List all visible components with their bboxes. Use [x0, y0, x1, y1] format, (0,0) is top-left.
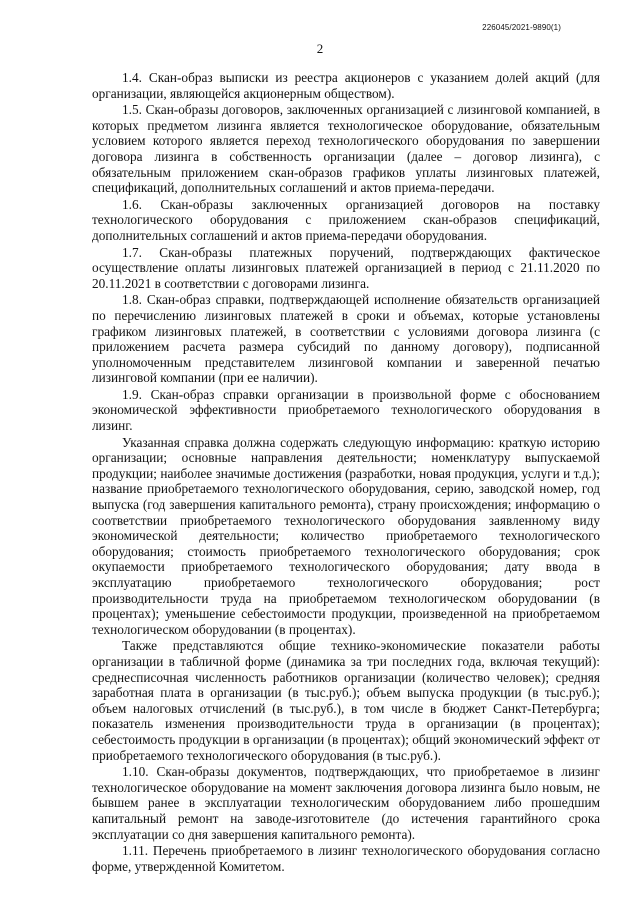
document-body	[92, 70, 600, 875]
paragraph-1-7: 1.7. Скан-образы платежных поручений, подтверждающих фактическое осуществление оплаты лизинговых платежей организацией в период с 21.11.2020 по 20.11.2021 в соответствии с договорами лизинга.	[92, 244, 600, 291]
paragraph-1-5: 1.5. Скан-образы договоров, заключенных организацией с лизинговой компанией, в которых предметом лизинга является технологическое оборудование, обязательным условием которого является переход технологического оборудования по завершении договора лизинга в собственность организации (далее – договор лизинга), с обязательным приложением скан-образов графиков уплаты лизинговых платежей, спецификаций, дополнительных соглашений и актов приема-передачи.	[92, 102, 600, 196]
paragraph-1-4: 1.4. Скан-образ выписки из реестра акционеров с указанием долей акций (для организации, являющейся акционерным обществом).	[92, 70, 600, 101]
paragraph-economic-indicators: Также представляются общие технико-экономические показатели работы организации в табличной форме (динамика за три последних года, включая текущий): среднесписочная численность работников организации (количество человек); средняя заработная плата в организации (в тыс.руб.); объем выпуска продукции (в тыс.руб.); объем налоговых отчислений (в тыс.руб.), в том числе в бюджет Санкт-Петербурга; показатель изменения производительности труда в организации (в процентах); себестоимость продукции в организации (в процентах); общий экономический эффект от приобретаемого технологического оборудования (в тыс.руб.).	[92, 638, 600, 763]
paragraph-1-11: 1.11. Перечень приобретаемого в лизинг технологического оборудования согласно форме, утвержденной Комитетом.	[92, 843, 600, 874]
paragraph-certificate-content: Указанная справка должна содержать следующую информацию: краткую историю организации; основные направления деятельности; номенклатуру выпускаемой продукции; наиболее значимые достижения (разработки, новая продукция, услуги и т.д.); название приобретаемого технологического оборудования, серию, заводской номер, год выпуска (год завершения капитального ремонта), страну происхождения; информацию о соответствии приобретаемого технологического оборудования заявленному виду экономической деятельности; количество приобретаемого технологического оборудования; стоимость приобретаемого технологического оборудования; срок окупаемости приобретаемого технологического оборудования; дату ввода в эксплуатацию приобретаемого технологического оборудования; рост производительности труда на приобретаемом технологическом оборудовании (в процентах); уменьшение себестоимости продукции, произведенной на приобретаемом технологическом оборудовании (в процентах).	[92, 434, 600, 637]
document-number: 226045/2021-9890(1)	[482, 23, 561, 32]
paragraph-1-10: 1.10. Скан-образы документов, подтверждающих, что приобретаемое в лизинг технологическое оборудование на момент заключения договора лизинга было новым, не бывшем ранее в эксплуатации технологическим оборудованием либо прошедшим капитальный ремонт на заводе-изготовителе (до истечения гарантийного срока эксплуатации со дня завершения капитального ремонта).	[92, 764, 600, 842]
paragraph-1-8: 1.8. Скан-образ справки, подтверждающей исполнение обязательств организацией по перечислению лизинговых платежей в сроки и объемах, которые установлены графиком лизинговых платежей, в соответствии с условиями договора лизинга (с приложением расчета размера субсидий по данному договору), подписанной уполномоченным представителем лизинговой компании и заверенной печатью лизинговой компании (при ее наличии).	[92, 292, 600, 386]
page-number: 2	[316, 41, 324, 56]
paragraph-1-6: 1.6. Скан-образы заключенных организацией договоров на поставку технологического оборудования с приложением скан-образов спецификаций, дополнительных соглашений и актов приема-передачи оборудования.	[92, 196, 600, 243]
paragraph-1-9: 1.9. Скан-образ справки организации в произвольной форме с обоснованием экономической эффективности приобретаемого технологического оборудования в лизинг.	[92, 386, 600, 434]
